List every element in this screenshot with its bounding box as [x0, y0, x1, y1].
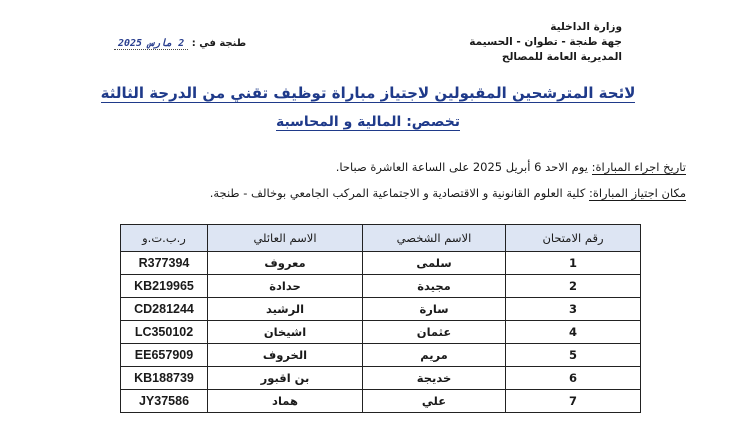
exam-place-line [210, 186, 686, 200]
id-number-cell: EE657909 [121, 344, 208, 367]
exam-number-cell: 1 [506, 252, 641, 275]
place-date-line [114, 38, 246, 49]
exam-number-cell: 3 [506, 298, 641, 321]
last-name-cell: بن اقبور [208, 367, 363, 390]
first-name-cell: سارة [363, 298, 506, 321]
id-number-cell: KB188739 [121, 367, 208, 390]
exam-place-label: مكان اجتياز المباراة: [588, 186, 686, 200]
first-name-cell: خديجة [363, 367, 506, 390]
last-name-cell: حدادة [208, 275, 363, 298]
ministry-name: وزارة الداخلية [550, 21, 622, 33]
region-name: جهة طنجة - تطوان - الحسيمة [469, 36, 622, 48]
candidates-table [120, 224, 641, 413]
table-row [121, 252, 641, 275]
exam-date-label: تاريخ اجراء المباراة: [591, 160, 686, 174]
directorate-name: المديرية العامة للمصالح [501, 51, 622, 63]
table-row [121, 321, 641, 344]
first-name-cell: مجيدة [363, 275, 506, 298]
id-number-cell: LC350102 [121, 321, 208, 344]
exam-place-value: كلية العلوم القانونية و الاقتصادية و الاجتماعية المركب الجامعي بوخالف - طنجة. [209, 186, 589, 200]
last-name-cell: الخروف [208, 344, 363, 367]
exam-number-cell: 6 [506, 367, 641, 390]
issuer-header [469, 20, 622, 65]
exam-number-cell: 7 [506, 390, 641, 413]
exam-number-cell: 4 [506, 321, 641, 344]
header-id-number: ر.ب.ت.و [121, 225, 208, 252]
id-number-cell: CD281244 [121, 298, 208, 321]
id-number-cell: KB219965 [121, 275, 208, 298]
first-name-cell: سلمى [363, 252, 506, 275]
exam-date-line [336, 160, 686, 174]
exam-number-cell: 5 [506, 344, 641, 367]
table-row [121, 298, 641, 321]
document-title: لائحة المترشحين المقبولين لاجتياز مباراة توظيف تقني من الدرجة الثالثة [100, 84, 636, 102]
id-number-cell: R377394 [121, 252, 208, 275]
last-name-cell: الرشيد [208, 298, 363, 321]
table-row [121, 344, 641, 367]
handwritten-date: 2 مارس 2025 [114, 38, 188, 50]
place-label: طنجة في : [191, 38, 247, 49]
table-row [121, 390, 641, 413]
exam-number-cell: 2 [506, 275, 641, 298]
table-row [121, 367, 641, 390]
header-last-name: الاسم العائلي [208, 225, 363, 252]
first-name-cell: عثمان [363, 321, 506, 344]
id-number-cell: JY37586 [121, 390, 208, 413]
exam-date-value: يوم الاحد 6 أبريل 2025 على الساعة العاشرة صباحا. [335, 160, 592, 174]
first-name-cell: مريم [363, 344, 506, 367]
last-name-cell: معروف [208, 252, 363, 275]
table-header-row [121, 225, 641, 252]
table-row [121, 275, 641, 298]
header-first-name: الاسم الشخصي [363, 225, 506, 252]
last-name-cell: هماد [208, 390, 363, 413]
specialty-title: تخصص: المالية و المحاسبة [275, 114, 461, 130]
last-name-cell: اشيخان [208, 321, 363, 344]
first-name-cell: علي [363, 390, 506, 413]
header-exam-number: رقم الامتحان [506, 225, 641, 252]
